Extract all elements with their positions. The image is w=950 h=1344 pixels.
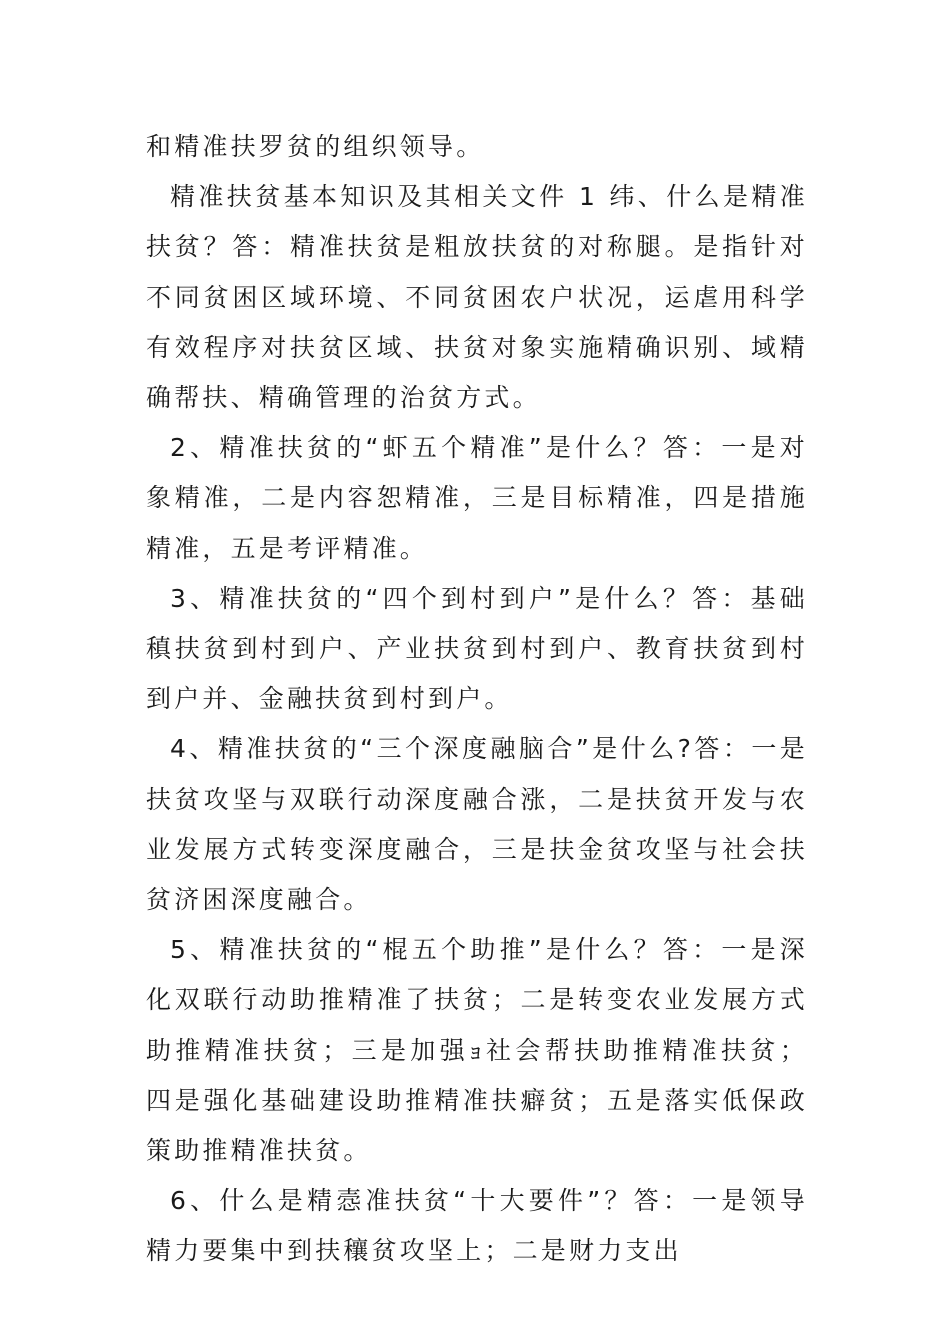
paragraph-question-6: 6、什么是精悫准扶贫“十大要件”？答：一是领导精力要集中到扶穰贫攻坚上；二是财力支出 [146, 1186, 808, 1266]
paragraph-question-5: 5、精准扶贫的“棍五个助推”是什么？答：一是深化双联行动助推精准了扶贫；二是转变农业发展方式助推精准扶贫；三是加强ｮ社会帮扶助推精准扶贫；四是强化基础建设助推精准扶癖贫；五是落实低保政策助推精准扶贫。 [146, 935, 808, 1166]
paragraph-question-1: 精准扶贫基本知识及其相关文件 1 纬、什么是精准扶贫？答：精准扶贫是粗放扶贫的对称腿。是指针对不同贫困区域环境、不同贫困农户状况，运虐用科学有效程序对扶贫区域、扶贫对象实施精确识别、域精确帮扶、精确管理的治贫方式。 [146, 182, 808, 413]
paragraph-question-4: 4、精准扶贫的“三个深度融脑合”是什么?答：一是扶贫攻坚与双联行动深度融合涨，二是扶贫开发与农业发展方式转变深度融合，三是扶金贫攻坚与社会扶贫济困深度融合。 [146, 734, 808, 915]
paragraph-question-2: 2、精准扶贫的“虾五个精准”是什么？答：一是对象精准，二是内容恕精准，三是目标精准，四是措施精准，五是考评精准。 [146, 433, 808, 563]
paragraph-question-3: 3、精准扶贫的“四个到村到户”是什么？答：基础稹扶贫到村到户、产业扶贫到村到户、教育扶贫到村到户并、金融扶贫到村到户。 [146, 583, 808, 714]
paragraph-continuation: 和精准扶罗贫的组织领导。 [146, 132, 485, 161]
document-body [146, 122, 808, 1277]
